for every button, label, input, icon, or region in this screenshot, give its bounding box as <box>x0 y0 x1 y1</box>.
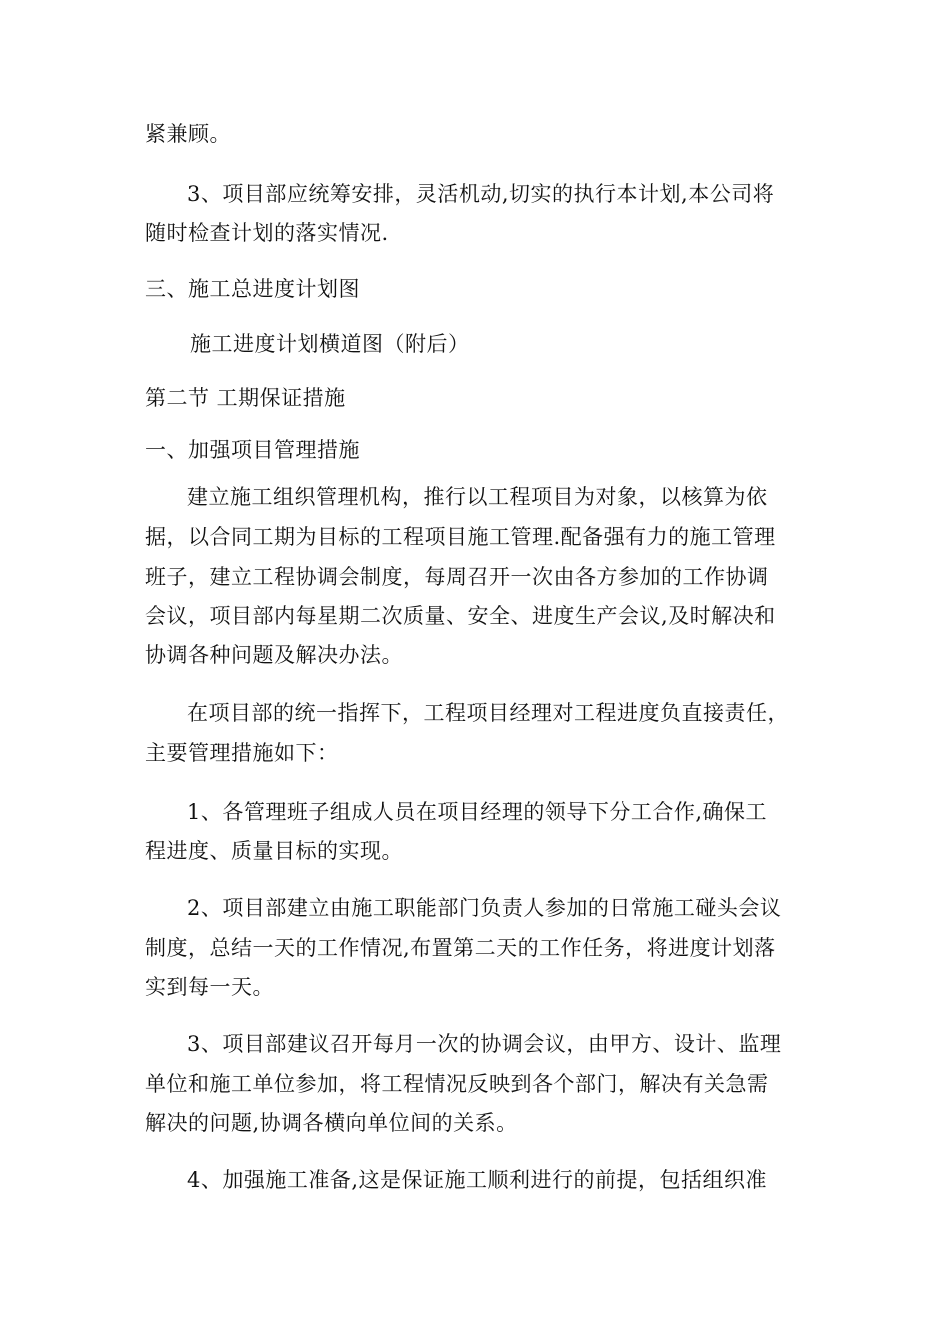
text-line: 协调各种问题及解决办法。 <box>145 643 403 667</box>
text-line: 3、项目部应统筹安排，灵活机动,切实的执行本计划,本公司将 <box>187 182 775 206</box>
text-line: 主要管理措施如下： <box>145 741 339 765</box>
text-line: 1、各管理班子组成人员在项目经理的领导下分工合作,确保工 <box>187 800 768 824</box>
text-line: 会议，项目部内每星期二次质量、安全、进度生产会议,及时解决和 <box>145 604 776 628</box>
text-line: 建立施工组织管理机构，推行以工程项目为对象，以核算为依 <box>187 485 768 509</box>
text-line: 施工进度计划横道图（附后） <box>190 332 470 356</box>
text-line: 程进度、质量目标的实现。 <box>145 839 403 863</box>
text-line: 解决的问题,协调各横向单位间的关系。 <box>145 1111 518 1135</box>
section-heading: 一、加强项目管理措施 <box>145 438 360 462</box>
text-line: 紧兼顾。 <box>145 122 231 146</box>
text-line: 2、项目部建立由施工职能部门负责人参加的日常施工碰头会议 <box>187 896 782 920</box>
section-heading: 第二节 工期保证措施 <box>145 386 346 410</box>
text-line: 4、加强施工准备,这是保证施工顺利进行的前提，包括组织准 <box>187 1168 768 1192</box>
text-line: 据，以合同工期为目标的工程项目施工管理.配备强有力的施工管理 <box>145 525 776 549</box>
text-line: 单位和施工单位参加，将工程情况反映到各个部门，解决有关急需 <box>145 1072 769 1096</box>
text-line: 班子，建立工程协调会制度，每周召开一次由各方参加的工作协调 <box>145 565 769 589</box>
text-line: 实到每一天。 <box>145 975 274 999</box>
text-line: 在项目部的统一指挥下，工程项目经理对工程进度负直接责任， <box>187 701 789 725</box>
section-heading: 三、施工总进度计划图 <box>145 277 360 301</box>
text-line: 制度，总结一天的工作情况,布置第二天的工作任务，将进度计划落 <box>145 936 776 960</box>
text-line: 3、项目部建议召开每月一次的协调会议，由甲方、设计、监理 <box>187 1032 782 1056</box>
text-line: 随时检查计划的落实情况. <box>145 221 389 245</box>
